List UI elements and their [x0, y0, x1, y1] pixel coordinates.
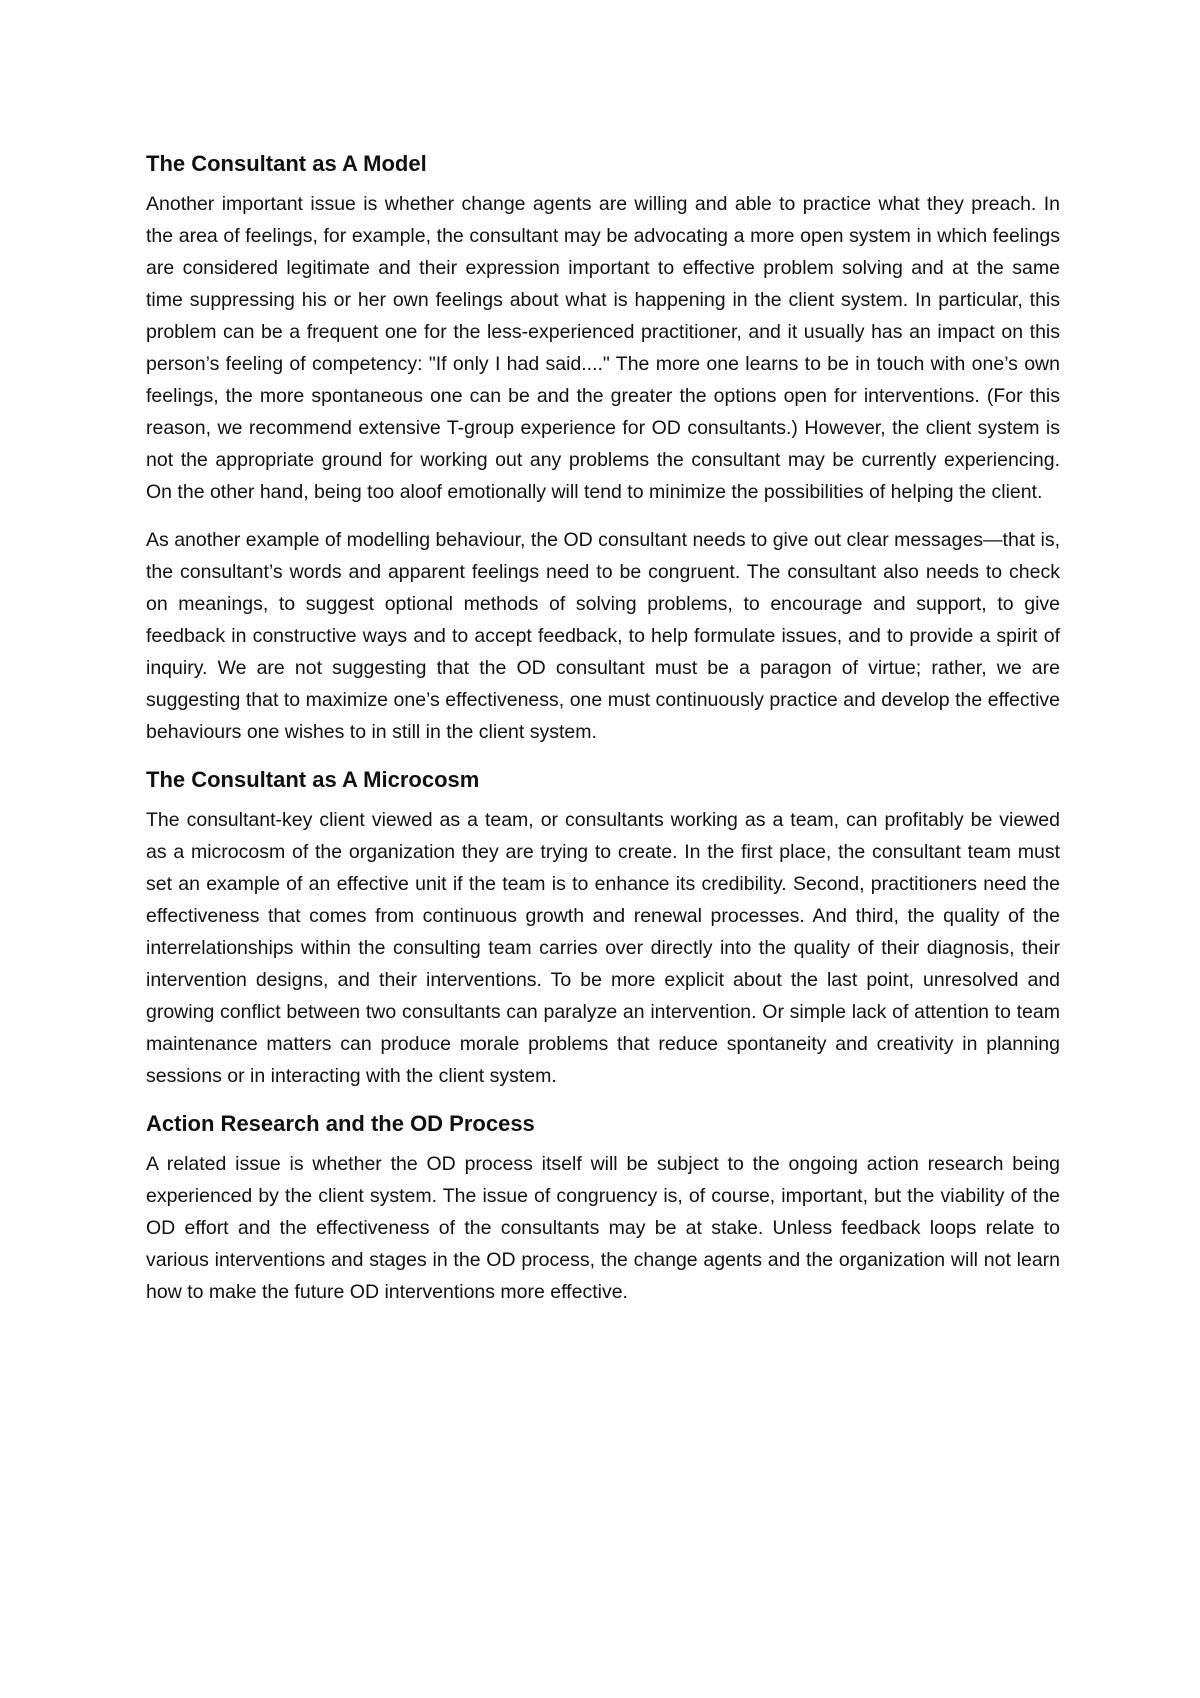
section-heading: The Consultant as A Microcosm [146, 767, 480, 792]
paragraph: A related issue is whether the OD process itself will be subject to the ongoing action research being experienced by the client system. The issue of congruency is, of course, important, but the viability of the OD effort and the effectiveness of the consultants may be at stake. Unless feedback loops relate to various interventions and stages in the OD process, the change agents and the organization will not learn how to make the future OD interventions more effective. [146, 1153, 1060, 1303]
section-heading: The Consultant as A Model [146, 151, 427, 176]
section-consultant-as-microcosm [146, 764, 1060, 1092]
document-page [146, 148, 1060, 1324]
section-consultant-as-model [146, 148, 1060, 748]
section-action-research [146, 1108, 1060, 1308]
paragraph: Another important issue is whether change agents are willing and able to practice what they preach. In the area of feelings, for example, the consultant may be advocating a more open system in which feelings are considered legitimate and their expression important to effective problem solving and at the same time suppressing his or her own feelings about what is happening in the client system. In particular, this problem can be a frequent one for the less-experienced practitioner, and it usually has an impact on this person’s feeling of competency: "If only I had said...." The more one learns to be in touch with one’s own feelings, the more spontaneous one can be and the greater the options open for interventions. (For this reason, we recommend extensive T-group experience for OD consultants.) However, the client system is not the appropriate ground for working out any problems the consultant may be currently experiencing. On the other hand, being too aloof emotionally will tend to minimize the possibilities of helping the client. [146, 193, 1060, 503]
paragraph: As another example of modelling behaviour, the OD consultant needs to give out clear messages—that is, the consultant’s words and apparent feelings need to be congruent. The consultant also needs to check on meanings, to suggest optional methods of solving problems, to encourage and support, to give feedback in constructive ways and to accept feedback, to help formulate issues, and to provide a spirit of inquiry. We are not suggesting that the OD consultant must be a paragon of virtue; rather, we are suggesting that to maximize one’s effectiveness, one must continuously practice and develop the effective behaviours one wishes to in still in the client system. [146, 529, 1060, 743]
paragraph: The consultant-key client viewed as a team, or consultants working as a team, can profitably be viewed as a microcosm of the organization they are trying to create. In the first place, the consultant team must set an example of an effective unit if the team is to enhance its credibility. Second, practitioners need the effectiveness that comes from continuous growth and renewal processes. And third, the quality of the interrelationships within the consulting team carries over directly into the quality of their diagnosis, their intervention designs, and their interventions. To be more explicit about the last point, unresolved and growing conflict between two consultants can paralyze an intervention. Or simple lack of attention to team maintenance matters can produce morale problems that reduce spontaneity and creativity in planning sessions or in interacting with the client system. [146, 809, 1060, 1087]
section-heading: Action Research and the OD Process [146, 1111, 535, 1136]
